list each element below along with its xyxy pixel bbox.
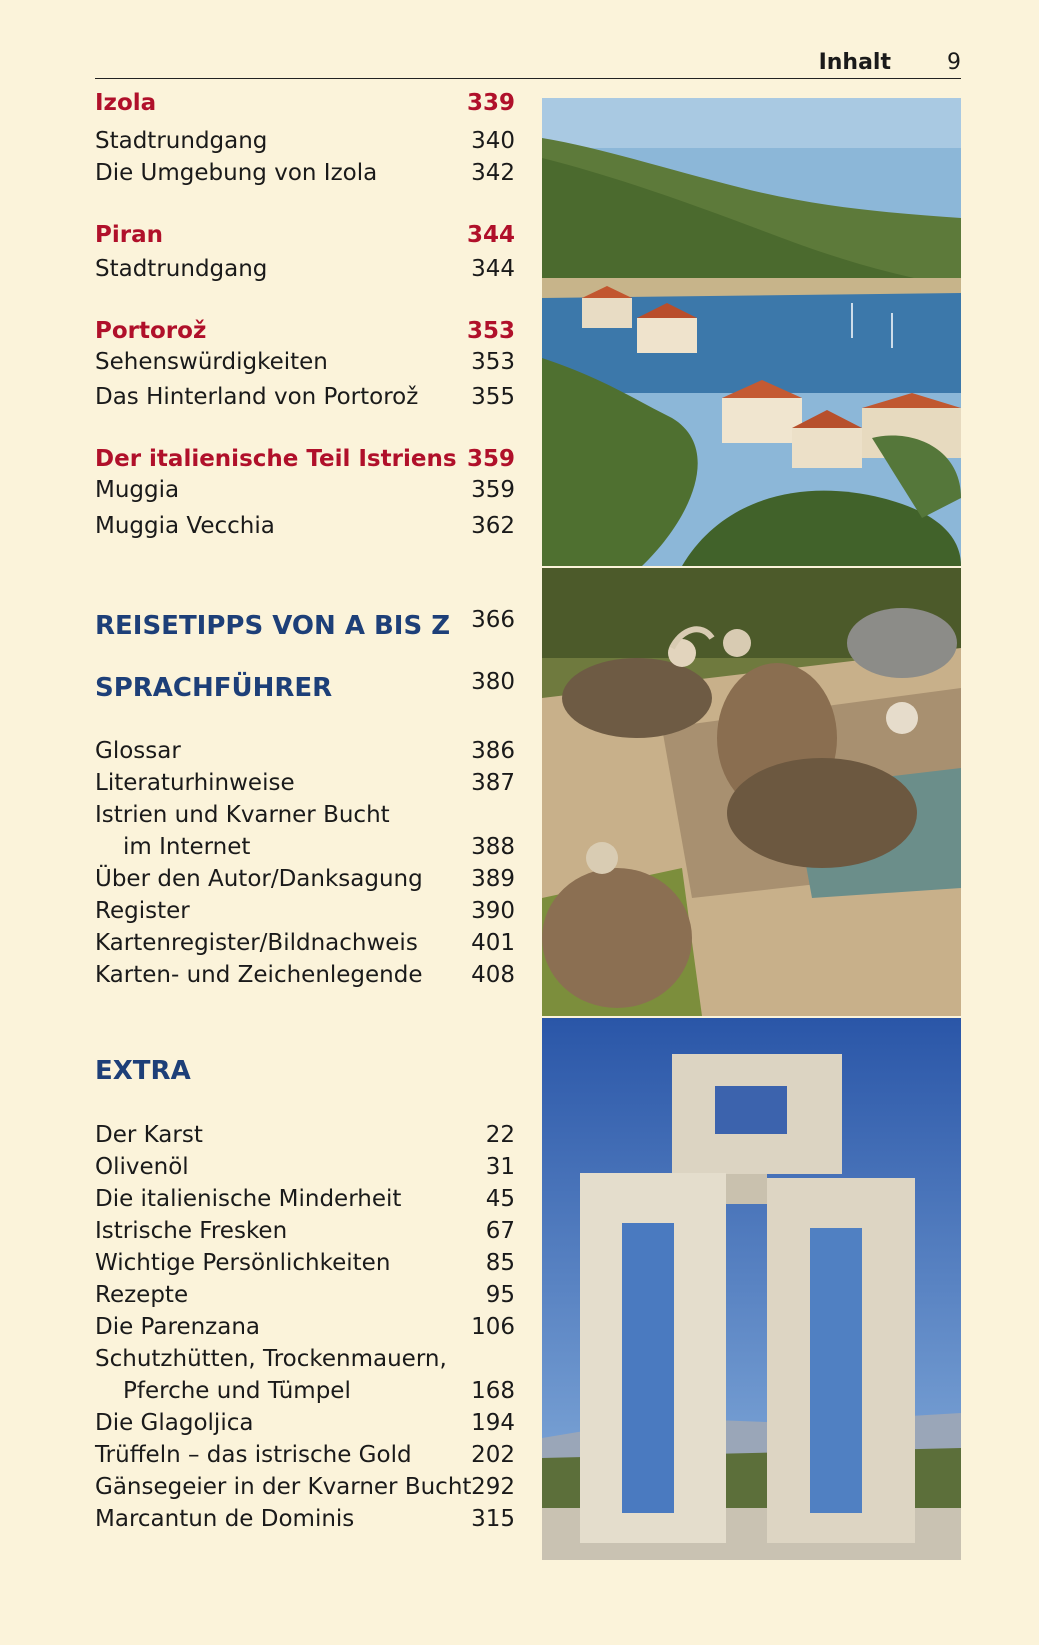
- toc-entry[interactable]: Olivenöl 31: [95, 1154, 515, 1180]
- toc-entry[interactable]: Literaturhinweise 387: [95, 770, 515, 796]
- toc-section-italienisch[interactable]: Der italienische Teil Istriens 359: [95, 446, 515, 472]
- toc-entry[interactable]: Register 390: [95, 898, 515, 924]
- toc-entry[interactable]: Istrien und Kvarner Bucht: [95, 802, 390, 828]
- toc-entry[interactable]: Wichtige Persönlichkeiten 85: [95, 1250, 515, 1276]
- toc-entry[interactable]: Sehenswürdigkeiten 353: [95, 349, 515, 375]
- toc-chapter-reisetipps[interactable]: REISETIPPS VON A BIS Z 366: [95, 607, 515, 641]
- toc-entry[interactable]: Die Parenzana 106: [95, 1314, 515, 1340]
- toc-section-piran[interactable]: Piran 344: [95, 222, 515, 248]
- toc-entry[interactable]: Über den Autor/Danksagung 389: [95, 866, 515, 892]
- toc-entry[interactable]: Gänsegeier in der Kvarner Bucht 292: [95, 1474, 515, 1500]
- griffon-vultures-photo: [542, 568, 961, 1016]
- stone-sculpture-photo: [542, 1018, 961, 1560]
- toc-entry[interactable]: Die Glagoljica 194: [95, 1410, 515, 1436]
- toc-entry[interactable]: Trüffeln – das istrische Gold 202: [95, 1442, 515, 1468]
- toc-entry[interactable]: im Internet 388: [123, 834, 515, 860]
- toc-section-portoroz[interactable]: Portorož 353: [95, 318, 515, 344]
- toc-entry[interactable]: Pferche und Tümpel 168: [123, 1378, 515, 1404]
- toc-entry[interactable]: Marcantun de Dominis 315: [95, 1506, 515, 1532]
- toc-entry[interactable]: Schutzhütten, Trockenmauern,: [95, 1346, 447, 1372]
- page-header: [95, 50, 961, 79]
- toc-chapter-sprachfuehrer[interactable]: SPRACHFÜHRER 380: [95, 669, 515, 703]
- toc-entry[interactable]: Kartenregister/Bildnachweis 401: [95, 930, 515, 956]
- toc-entry[interactable]: Muggia Vecchia 362: [95, 513, 515, 539]
- toc-chapter-extra[interactable]: EXTRA: [95, 1056, 191, 1086]
- toc-entry[interactable]: Der Karst 22: [95, 1122, 515, 1148]
- toc-entry[interactable]: Die italienische Minderheit 45: [95, 1186, 515, 1212]
- toc-entry[interactable]: Glossar 386: [95, 738, 515, 764]
- coastal-town-photo: [542, 98, 961, 566]
- toc-entry[interactable]: Istrische Fresken 67: [95, 1218, 515, 1244]
- toc-entry[interactable]: Rezepte 95: [95, 1282, 515, 1308]
- toc-entry[interactable]: Stadtrundgang 340: [95, 128, 515, 154]
- toc-entry[interactable]: Die Umgebung von Izola 342: [95, 160, 515, 186]
- toc-entry[interactable]: Das Hinterland von Portorož 355: [95, 384, 515, 410]
- page-number: 9: [947, 50, 961, 75]
- running-title: Inhalt: [818, 50, 891, 75]
- toc-entry[interactable]: Karten- und Zeichenlegende 408: [95, 962, 515, 988]
- toc-entry[interactable]: Stadtrundgang 344: [95, 256, 515, 282]
- toc-entry[interactable]: Muggia 359: [95, 477, 515, 503]
- toc-section-izola[interactable]: Izola 339: [95, 90, 515, 116]
